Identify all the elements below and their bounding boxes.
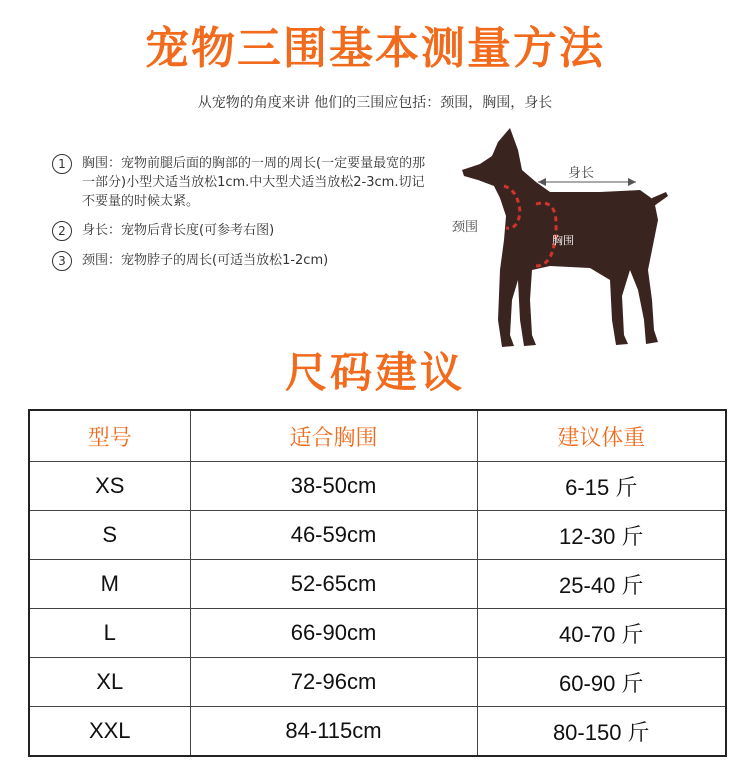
table-row bbox=[29, 560, 726, 609]
item-number: 1 bbox=[52, 154, 72, 174]
table-row bbox=[29, 511, 726, 560]
chest-label: 胸围 bbox=[552, 234, 574, 247]
header-size: 型号 bbox=[29, 410, 190, 462]
dog-diagram bbox=[440, 120, 670, 360]
table-row bbox=[29, 658, 726, 707]
measurement-item-neck bbox=[52, 251, 432, 271]
cell-size: XS bbox=[29, 462, 190, 511]
cell-size: XXL bbox=[29, 707, 190, 757]
item-number: 3 bbox=[52, 251, 72, 271]
cell-size: L bbox=[29, 609, 190, 658]
neck-label: 颈围 bbox=[452, 220, 479, 235]
cell-chest: 52-65cm bbox=[190, 560, 477, 609]
table-row bbox=[29, 609, 726, 658]
size-table bbox=[28, 409, 727, 757]
table-row bbox=[29, 707, 726, 757]
cell-weight: 80-150 斤 bbox=[477, 707, 726, 757]
header-chest: 适合胸围 bbox=[190, 410, 477, 462]
length-label: 身长 bbox=[568, 166, 595, 181]
size-section-title: 尺码建议 bbox=[284, 348, 465, 397]
cell-size: S bbox=[29, 511, 190, 560]
table-row bbox=[29, 462, 726, 511]
item-text: 颈围：宠物脖子的周长(可适当放松1-2cm) bbox=[82, 253, 329, 268]
cell-size: XL bbox=[29, 658, 190, 707]
cell-weight: 40-70 斤 bbox=[477, 609, 726, 658]
item-text: 胸围：宠物前腿后面的胸部的一周的周长(一定要量最宽的那一部分)小型犬适当放松1cm.中大型犬适当放松2-3cm.切记不要量的时候太紧。 bbox=[82, 156, 426, 209]
subtitle: 从宠物的角度来讲 他们的三围应包括：颈围，胸围，身长 bbox=[197, 95, 553, 111]
measurement-item-length bbox=[52, 221, 432, 241]
page-title: 宠物三围基本测量方法 bbox=[145, 23, 605, 74]
cell-weight: 12-30 斤 bbox=[477, 511, 726, 560]
cell-weight: 60-90 斤 bbox=[477, 658, 726, 707]
cell-chest: 46-59cm bbox=[190, 511, 477, 560]
measurement-item-chest bbox=[52, 154, 432, 211]
cell-chest: 84-115cm bbox=[190, 707, 477, 757]
header-weight: 建议体重 bbox=[477, 410, 726, 462]
item-text: 身长：宠物后背长度(可参考右图) bbox=[82, 223, 275, 238]
cell-chest: 72-96cm bbox=[190, 658, 477, 707]
cell-chest: 38-50cm bbox=[190, 462, 477, 511]
item-number: 2 bbox=[52, 221, 72, 241]
cell-chest: 66-90cm bbox=[190, 609, 477, 658]
measurement-list bbox=[52, 154, 432, 281]
cell-weight: 6-15 斤 bbox=[477, 462, 726, 511]
table-header-row bbox=[29, 410, 726, 462]
cell-weight: 25-40 斤 bbox=[477, 560, 726, 609]
cell-size: M bbox=[29, 560, 190, 609]
